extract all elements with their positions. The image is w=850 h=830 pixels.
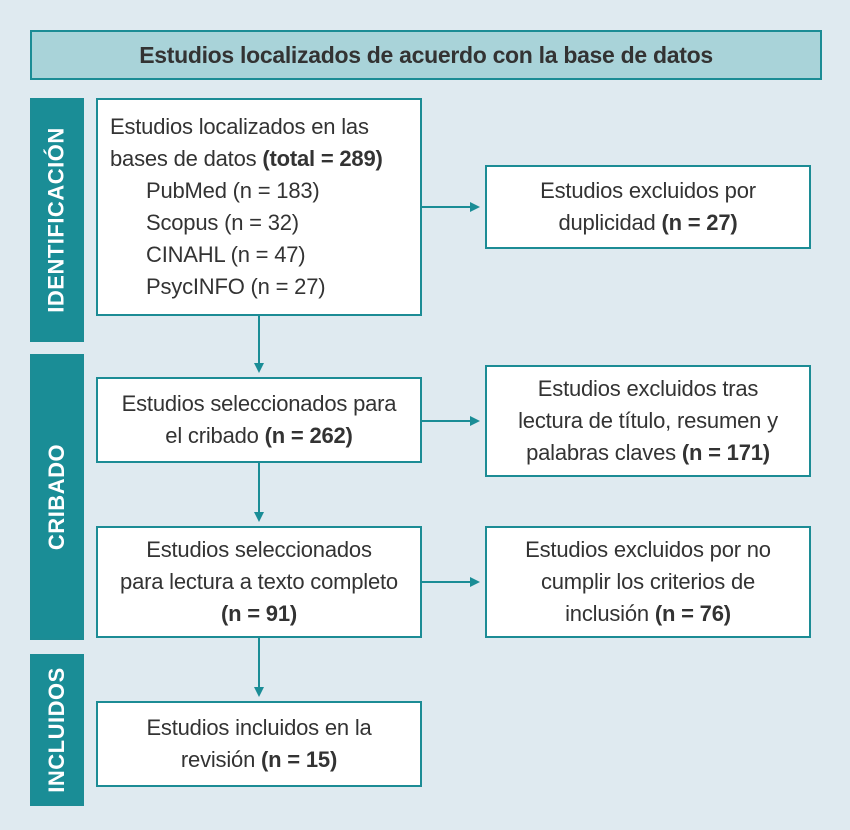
box-excluded-title-line3-text: palabras claves <box>526 440 682 465</box>
box-excluded-title-line2: lectura de título, resumen y <box>518 408 778 433</box>
box-excluded-title-count: (n = 171) <box>681 440 770 465</box>
section-label-incluidos-text: INCLUIDOS <box>44 667 69 793</box>
box-excluded-duplicates-line1: Estudios excluidos por <box>540 178 756 203</box>
box-excluded-criteria-line2: cumplir los criterios de <box>540 569 756 594</box>
diagram-title: Estudios localizados de acuerdo con la base de datos <box>30 30 822 80</box>
source-pubmed: PubMed (n = 183) <box>146 178 320 203</box>
box-included-count: (n = 15) <box>261 747 338 772</box>
box-excluded-criteria-line3-text: inclusión <box>565 601 655 626</box>
box-screened-line2-text: el cribado <box>165 423 265 448</box>
box-excluded-title-line1: Estudios excluidos tras <box>537 376 759 401</box>
box-identified-line2-text: bases de datos <box>110 146 263 171</box>
source-scopus: Scopus (n = 32) <box>146 210 299 235</box>
box-identified-total: (total = 289) <box>262 146 383 171</box>
box-fulltext-line1: Estudios seleccionados <box>146 537 372 562</box>
box-screened-line1: Estudios seleccionados para <box>121 391 397 416</box>
section-label-identificacion-text: IDENTIFICACIÓN <box>44 127 70 313</box>
box-fulltext-count: (n = 91) <box>220 601 298 626</box>
box-included-line2-text: revisión <box>180 747 262 772</box>
section-label-cribado-text: CRIBADO <box>44 443 70 551</box>
box-identified-line1: Estudios localizados en las <box>110 114 369 139</box>
box-excluded-duplicates-count: (n = 27) <box>661 210 738 235</box>
source-cinahl: CINAHL (n = 47) <box>146 242 306 267</box>
box-excluded-criteria-count: (n = 76) <box>654 601 731 626</box>
source-psycinfo: PsycINFO (n = 27) <box>146 274 326 299</box>
box-included-line1: Estudios incluidos en la <box>146 715 372 740</box>
box-excluded-duplicates-line2-text: duplicidad <box>558 210 662 235</box>
box-screened-count: (n = 262) <box>264 423 353 448</box>
box-excluded-criteria-line1: Estudios excluidos por no <box>525 537 771 562</box>
box-fulltext-line2: para lectura a texto completo <box>120 569 398 594</box>
